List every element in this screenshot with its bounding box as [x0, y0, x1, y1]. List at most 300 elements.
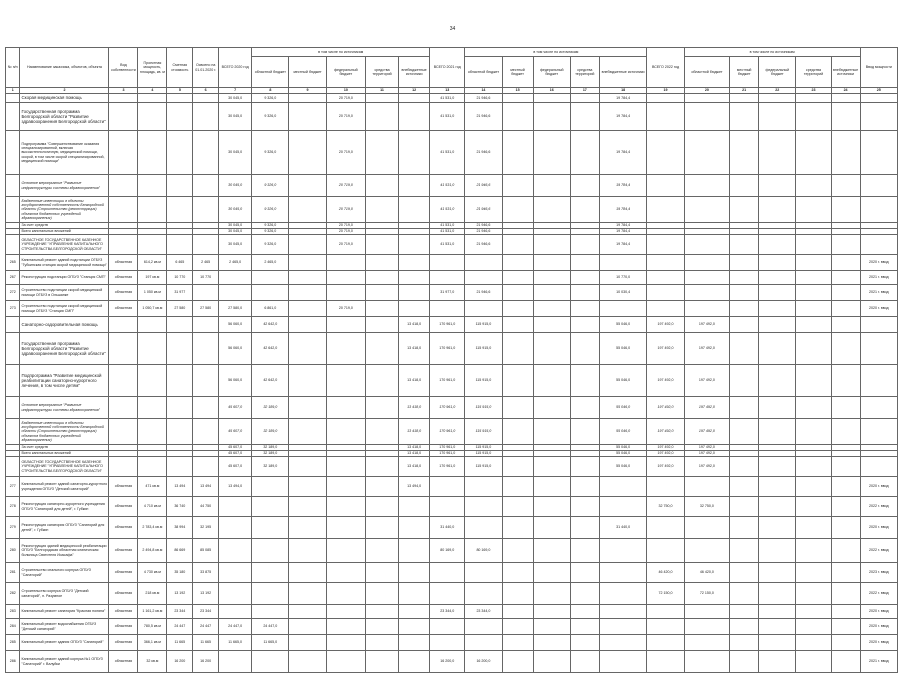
table-cell: 55 046,0 [599, 317, 647, 333]
table-cell: 4 730 кв.м [138, 563, 167, 583]
table-cell [759, 635, 796, 651]
table-cell: 55 046,0 [599, 451, 647, 457]
table-cell [365, 517, 398, 539]
table-cell [399, 539, 430, 563]
table-cell: 11 665 [193, 635, 219, 651]
table-cell [167, 365, 193, 397]
table-cell: 366,1 кв.м [138, 635, 167, 651]
table-cell: 23 344,0 [465, 605, 502, 619]
table-cell: 10 770,0 [599, 271, 647, 285]
table-cell [430, 255, 465, 271]
column-number: 8 [252, 88, 289, 94]
row-name-cell: Государственная программа Белгородской области "Развитие здравоохранения Белгородской области" [20, 103, 109, 131]
column-number: 24 [831, 88, 860, 94]
column-group-header: в том числе по источникам [252, 48, 430, 57]
row-name-cell: Капитальный ремонт санатория "Красная поляна" [20, 605, 109, 619]
table-cell: 9 326,0 [252, 235, 289, 255]
column-header: местный бюджет [289, 57, 326, 88]
table-cell [759, 301, 796, 317]
table-cell: 2020 г. ввод [860, 635, 897, 651]
table-cell: 279 [6, 517, 20, 539]
table-cell: 197 492,0 [647, 419, 684, 445]
row-name-cell: Реконструкция зданий медицинской реабилитации ОГБУЗ "Белгородская областная клиническая больница Святителя Иоасафа" [20, 539, 109, 563]
table-cell [289, 457, 326, 477]
table-cell [684, 94, 730, 103]
row-name-cell: Бюджетные инвестиции в объекты государственной собственности Белгородской области (Строительство (реконструкция) объектов бюджетных учреждений здравоохранения) [20, 197, 109, 223]
table-cell [570, 175, 599, 197]
table-cell: 170 961,0 [430, 445, 465, 451]
table-cell [399, 255, 430, 271]
table-cell: 283 [6, 605, 20, 619]
table-cell [138, 235, 167, 255]
table-cell: 42 642,0 [252, 317, 289, 333]
table-cell: 21 946,6 [465, 197, 502, 223]
table-cell [860, 197, 897, 223]
table-cell: 55 046,0 [599, 365, 647, 397]
table-cell [831, 285, 860, 301]
table-cell: 23 344 [167, 605, 193, 619]
table-cell [109, 317, 138, 333]
table-cell [831, 301, 860, 317]
column-header: № п/п [6, 48, 20, 88]
table-cell [759, 539, 796, 563]
table-cell [167, 94, 193, 103]
table-cell [138, 365, 167, 397]
table-cell [730, 255, 759, 271]
table-cell: 35 180 [167, 563, 193, 583]
table-cell [193, 365, 219, 397]
table-cell: 21 946,6 [465, 131, 502, 175]
table-cell [326, 397, 365, 419]
table-cell [502, 497, 533, 517]
table-cell [465, 517, 502, 539]
table-cell: 277 [6, 477, 20, 497]
table-cell [430, 583, 465, 605]
table-cell [193, 397, 219, 419]
table-cell [193, 457, 219, 477]
table-cell [533, 285, 570, 301]
table-cell [502, 94, 533, 103]
table-cell [365, 131, 398, 175]
table-cell [533, 131, 570, 175]
table-cell [860, 131, 897, 175]
table-cell: 2021 г. ввод [860, 271, 897, 285]
table-cell: 20 719,0 [326, 235, 365, 255]
table-cell [193, 235, 219, 255]
table-cell [399, 235, 430, 255]
table-cell: 31 977 [167, 285, 193, 301]
table-cell [796, 317, 831, 333]
table-cell [831, 333, 860, 365]
table-cell: 13 494 [167, 477, 193, 497]
table-cell [599, 605, 647, 619]
table-cell: 13 192 [167, 583, 193, 605]
table-cell: 9 326,0 [252, 197, 289, 223]
table-cell [759, 517, 796, 539]
table-body [6, 94, 898, 673]
column-header: местный бюджет [502, 57, 533, 88]
table-cell: 11 665,0 [219, 635, 252, 651]
table-cell: 10 030,4 [599, 285, 647, 301]
table-cell [730, 301, 759, 317]
table-cell [831, 175, 860, 197]
row-name-cell: Реконструкция санаторно-курортного учреждения ОГБУЗ "Санаторий для детей", г. Губкин [20, 497, 109, 517]
table-cell [6, 103, 20, 131]
table-cell [109, 365, 138, 397]
table-cell: 285 [6, 635, 20, 651]
table-cell: 2 465,0 [252, 255, 289, 271]
table-cell [684, 605, 730, 619]
table-cell: 170 961,0 [430, 397, 465, 419]
table-cell: областная [109, 285, 138, 301]
table-cell: 197 492,0 [647, 333, 684, 365]
table-cell [289, 301, 326, 317]
table-cell [533, 197, 570, 223]
table-cell [759, 94, 796, 103]
table-cell: областная [109, 301, 138, 317]
table-cell [109, 94, 138, 103]
table-cell [759, 477, 796, 497]
table-cell [796, 651, 831, 673]
row-name-cell: Всего капитальных вложений [20, 451, 109, 457]
table-cell: 197 492,0 [684, 317, 730, 333]
column-header: Проектная мощность, площадь, кв. м [138, 48, 167, 88]
table-cell: 170 961,0 [430, 333, 465, 365]
table-cell [796, 477, 831, 497]
table-cell [796, 103, 831, 131]
table-cell [831, 539, 860, 563]
table-cell [465, 635, 502, 651]
table-cell: 2020 г. ввод [860, 605, 897, 619]
column-number: 9 [289, 88, 326, 94]
table-cell [289, 397, 326, 419]
table-cell: 2 465 [193, 255, 219, 271]
table-cell: 6 861,0 [252, 301, 289, 317]
table-cell [430, 477, 465, 497]
table-cell [167, 419, 193, 445]
table-cell: 170 961,0 [430, 451, 465, 457]
table-cell [570, 497, 599, 517]
table-cell: областная [109, 605, 138, 619]
table-cell: 286 [6, 651, 20, 673]
table-cell [502, 333, 533, 365]
table-cell [502, 477, 533, 497]
table-cell [6, 333, 20, 365]
table-cell [399, 197, 430, 223]
table-cell [831, 94, 860, 103]
table-cell: 56 060,0 [219, 333, 252, 365]
table-cell [533, 605, 570, 619]
column-number: 5 [167, 88, 193, 94]
table-cell [365, 103, 398, 131]
table-cell [599, 651, 647, 673]
table-cell [289, 235, 326, 255]
table-cell [831, 365, 860, 397]
table-cell [399, 285, 430, 301]
table-cell [570, 271, 599, 285]
table-cell [167, 317, 193, 333]
column-number: 18 [599, 88, 647, 94]
table-cell [252, 517, 289, 539]
table-cell [138, 457, 167, 477]
table-cell: 32 750,0 [647, 497, 684, 517]
table-cell [831, 197, 860, 223]
column-group-header: в том числе по источникам [684, 48, 860, 57]
table-cell: 19 784,4 [599, 235, 647, 255]
table-cell: 284 [6, 619, 20, 635]
table-cell: 13 418,0 [399, 317, 430, 333]
table-cell: 56 060,0 [219, 365, 252, 397]
table-row [6, 235, 898, 255]
table-cell [399, 619, 430, 635]
table-cell [570, 333, 599, 365]
table-cell [730, 517, 759, 539]
table-cell [365, 94, 398, 103]
table-cell: 55 046,0 [599, 457, 647, 477]
table-cell [193, 419, 219, 445]
table-cell: 20 719,0 [326, 94, 365, 103]
table-cell [289, 255, 326, 271]
table-cell [831, 397, 860, 419]
table-cell [138, 333, 167, 365]
table-cell [831, 271, 860, 285]
table-cell [796, 517, 831, 539]
table-cell [533, 397, 570, 419]
row-name-cell: За счет средств [20, 445, 109, 451]
column-header: федеральный бюджет [326, 57, 365, 88]
table-cell [533, 651, 570, 673]
table-cell: областная [109, 619, 138, 635]
table-cell [533, 497, 570, 517]
table-cell [570, 539, 599, 563]
table-cell [502, 103, 533, 131]
table-cell: 2020 г. ввод [860, 517, 897, 539]
table-cell: 31 440,0 [430, 517, 465, 539]
table-cell [219, 605, 252, 619]
column-number: 6 [193, 88, 219, 94]
table-cell: областная [109, 497, 138, 517]
table-cell: 11 665 [167, 635, 193, 651]
table-cell: 16 200,0 [430, 651, 465, 673]
table-cell [502, 175, 533, 197]
table-cell: 24 447 [193, 619, 219, 635]
table-cell [399, 94, 430, 103]
table-cell: 13 418,0 [399, 333, 430, 365]
table-cell [647, 539, 684, 563]
column-header: областной бюджет [684, 57, 730, 88]
column-number: 12 [399, 88, 430, 94]
table-cell: 30 045,0 [219, 94, 252, 103]
table-cell [759, 651, 796, 673]
table-cell [6, 317, 20, 333]
table-cell [399, 271, 430, 285]
table-cell [860, 175, 897, 197]
table-cell [831, 497, 860, 517]
table-cell [684, 651, 730, 673]
table-cell [430, 301, 465, 317]
table-cell: 21 946,6 [465, 94, 502, 103]
table-cell: 170 961,0 [430, 365, 465, 397]
table-cell: 45 607,0 [219, 419, 252, 445]
table-cell [167, 333, 193, 365]
table-cell: областная [109, 271, 138, 285]
table-cell: 41 531,0 [430, 94, 465, 103]
table-cell: 2020 г. ввод [860, 477, 897, 497]
table-cell [365, 397, 398, 419]
table-cell [502, 131, 533, 175]
table-cell: 197 492,0 [684, 419, 730, 445]
table-cell [502, 539, 533, 563]
table-cell [759, 605, 796, 619]
table-cell [599, 301, 647, 317]
table-cell [684, 285, 730, 301]
table-cell [570, 131, 599, 175]
table-cell: 13 192 [193, 583, 219, 605]
table-cell [730, 583, 759, 605]
table-cell [533, 457, 570, 477]
table-cell [759, 285, 796, 301]
table-cell: 41 531,0 [430, 131, 465, 175]
table-cell: 267 [6, 271, 20, 285]
table-cell [6, 131, 20, 175]
table-cell [647, 175, 684, 197]
row-name-cell: Строительство подстанции скорой медицинской помощи ОГБУЗ "Станция СМП" [20, 301, 109, 317]
table-cell: 2 494,8 кв.м [138, 539, 167, 563]
column-header: ВСЕГО 2020 год [219, 48, 252, 88]
table-cell [831, 635, 860, 651]
table-cell: 24 447,0 [252, 619, 289, 635]
header-row-groups [6, 48, 898, 57]
table-cell [289, 285, 326, 301]
table-cell [465, 497, 502, 517]
table-cell: 33 875 [193, 563, 219, 583]
table-cell: 2022 г. ввод [860, 497, 897, 517]
table-cell: 197 492,0 [684, 445, 730, 451]
table-cell [219, 271, 252, 285]
table-cell [502, 651, 533, 673]
table-cell [502, 285, 533, 301]
table-cell: 197 492,0 [684, 333, 730, 365]
table-cell: 55 046,0 [599, 445, 647, 451]
table-cell: 20 719,0 [326, 229, 365, 235]
column-number: 19 [647, 88, 684, 94]
table-cell: 197 492,0 [684, 365, 730, 397]
table-cell [138, 419, 167, 445]
table-cell [289, 197, 326, 223]
table-cell [6, 419, 20, 445]
table-cell [109, 419, 138, 445]
table-cell [684, 539, 730, 563]
table-cell: 31 440,0 [599, 517, 647, 539]
table-cell [647, 94, 684, 103]
table-cell: 32 189,0 [252, 419, 289, 445]
table-cell: 170 961,0 [430, 457, 465, 477]
table-cell: 21 946,6 [465, 175, 502, 197]
table-cell [533, 255, 570, 271]
table-cell [796, 605, 831, 619]
table-cell [796, 333, 831, 365]
column-number: 14 [465, 88, 502, 94]
table-cell: 780,5 кв.м [138, 619, 167, 635]
table-cell [599, 255, 647, 271]
table-cell [289, 517, 326, 539]
table-cell: 16 200 [167, 651, 193, 673]
column-number: 4 [138, 88, 167, 94]
table-cell [399, 605, 430, 619]
table-cell [289, 333, 326, 365]
table-cell: 23 344 [193, 605, 219, 619]
table-cell [570, 197, 599, 223]
column-number: 1 [6, 88, 20, 94]
table-cell [465, 255, 502, 271]
table-cell: 27 580,0 [219, 301, 252, 317]
table-row [6, 255, 898, 271]
table-cell [759, 255, 796, 271]
table-cell: 30 045,0 [219, 235, 252, 255]
column-number: 23 [796, 88, 831, 94]
table-cell: 46 420,0 [647, 563, 684, 583]
table-cell [647, 605, 684, 619]
table-cell [570, 583, 599, 605]
table-cell [684, 271, 730, 285]
table-cell [831, 103, 860, 131]
column-header: средства территорий [796, 57, 831, 88]
table-cell [860, 365, 897, 397]
table-cell [399, 131, 430, 175]
table-cell [138, 397, 167, 419]
table-cell: 55 046,0 [599, 419, 647, 445]
table-cell [167, 397, 193, 419]
table-cell [647, 285, 684, 301]
table-row [6, 539, 898, 563]
table-cell [326, 635, 365, 651]
table-cell [533, 635, 570, 651]
table-cell: 19 784,4 [599, 94, 647, 103]
table-cell: 197 492,0 [684, 451, 730, 457]
table-row [6, 175, 898, 197]
table-cell [465, 301, 502, 317]
column-number: 10 [326, 88, 365, 94]
table-cell: областная [109, 477, 138, 497]
table-cell [326, 333, 365, 365]
table-cell [430, 635, 465, 651]
table-cell [326, 365, 365, 397]
table-cell [647, 235, 684, 255]
table-cell [365, 605, 398, 619]
table-cell [599, 583, 647, 605]
table-cell: областная [109, 583, 138, 605]
table-cell [430, 271, 465, 285]
table-cell: 13 418,0 [399, 419, 430, 445]
table-cell [647, 197, 684, 223]
table-cell: 278 [6, 497, 20, 517]
row-name-cell: Капитальный ремонт здания ОГБУЗ "Санаторий" [20, 635, 109, 651]
table-cell [193, 285, 219, 301]
table-cell [252, 497, 289, 517]
table-cell: 1 161,2 кв.м [138, 605, 167, 619]
table-cell [684, 517, 730, 539]
table-cell [796, 563, 831, 583]
row-name-cell: Реконструкция подстанции ОГБУЗ "Станция СМП" [20, 271, 109, 285]
table-cell [326, 317, 365, 333]
table-cell [193, 317, 219, 333]
row-name-cell: Строительство корпуса ОГБУЗ "Детский санаторий", п. Разумное [20, 583, 109, 605]
table-cell: 197 492,0 [684, 457, 730, 477]
table-cell [430, 619, 465, 635]
table-cell [730, 563, 759, 583]
table-cell: 20 719,0 [326, 103, 365, 131]
table-cell [252, 563, 289, 583]
